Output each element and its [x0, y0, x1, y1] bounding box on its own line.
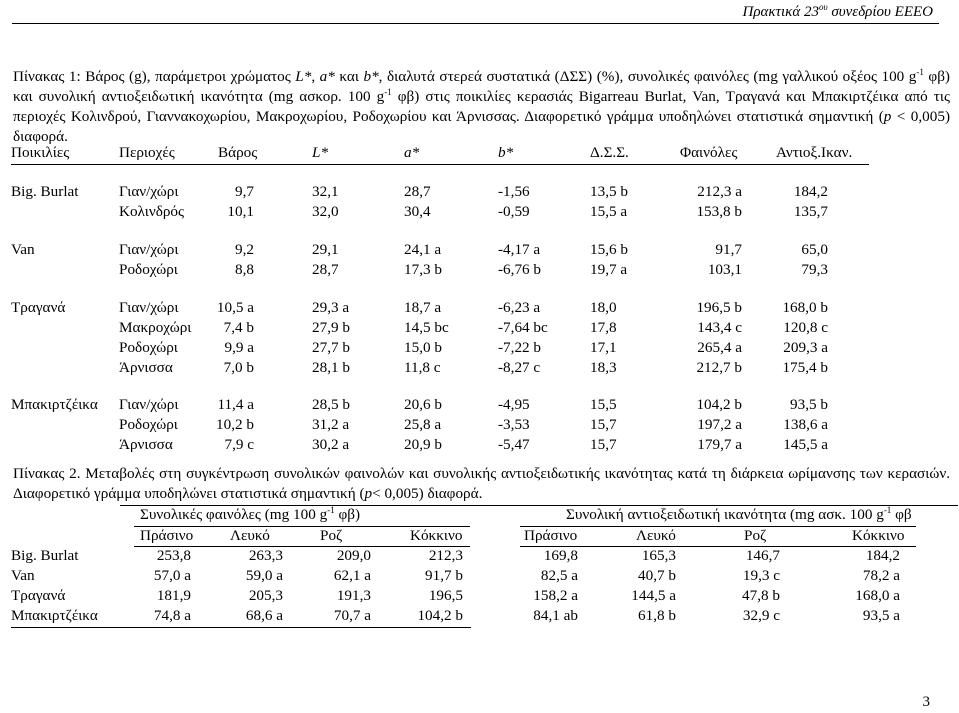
table1-cell: Big. Burlat	[11, 183, 79, 200]
table1-cell: 153,8 b	[696, 203, 742, 220]
table2-cell: 168,0 a	[855, 587, 900, 604]
table1-cell: 13,5 b	[590, 183, 628, 200]
table2-cell: 84,1 ab	[533, 607, 578, 624]
table1-cell: 15,0 b	[404, 339, 442, 356]
table1-cell: 18,7 a	[404, 299, 442, 316]
table1-header-rule	[11, 164, 869, 165]
table1-row	[0, 260, 959, 280]
table2-cell: 144,5 a	[631, 587, 676, 604]
table1-cell: -4,17 a	[498, 241, 541, 258]
table1-cell: 212,7 b	[696, 359, 742, 376]
table1-cell: 168,0 b	[782, 299, 828, 316]
table2-cell: 181,9	[156, 587, 191, 604]
table1-cell: Ροδοχώρι	[119, 416, 178, 433]
table1-cell: 15,7	[590, 416, 617, 433]
table1-cell: 17,8	[590, 319, 617, 336]
table2-group-phenols: Συνολικές φαινόλες (mg 100 $g^{-1}$ φβ)	[140, 504, 361, 523]
table2-cell: 62,1 a	[333, 567, 371, 584]
table1-cell: -4,95	[498, 396, 530, 413]
table1-cell: -8,27 c	[498, 359, 541, 376]
table1-cell: 91,7	[715, 241, 742, 258]
table1-cell: 30,2 a	[312, 436, 350, 453]
table2-cell: 104,2 b	[417, 607, 463, 624]
table2-cell: 165,3	[641, 547, 676, 564]
table2-cell: 78,2 a	[862, 567, 900, 584]
table1-cell: 9,2	[235, 241, 254, 258]
table1-cell: 93,5 b	[790, 396, 828, 413]
table1-cell: 197,2 a	[697, 416, 742, 433]
table1-cell: 103,1	[707, 261, 742, 278]
table1-cell: 27,9 b	[312, 319, 350, 336]
table1-cell: Ροδοχώρι	[119, 339, 178, 356]
table1-cell: 31,2 a	[312, 416, 350, 433]
table2-cell: 196,5	[428, 587, 463, 604]
table1-cell: -6,76 b	[498, 261, 542, 278]
table1-cell: 7,0 b	[223, 359, 254, 376]
table1-cell: 265,4 a	[697, 339, 742, 356]
table1-cell: 28,7	[404, 183, 431, 200]
table1-cell: 29,3 a	[312, 299, 350, 316]
table1-row	[0, 358, 959, 378]
table2-cell: 184,2	[865, 547, 900, 564]
table1-cell: 32,0	[312, 203, 339, 220]
table1-cell: 20,9 b	[404, 436, 442, 453]
table1-cell: 8,8	[235, 261, 254, 278]
table1-header-cell: Περιοχές	[119, 144, 175, 161]
table1-cell: 18,3	[590, 359, 617, 376]
table1-row	[0, 395, 959, 415]
table2-subheader-cell: Πράσινο	[140, 527, 194, 544]
table2-cell: Μπακιρτζέικα	[11, 607, 98, 624]
table1-header-row	[0, 143, 959, 163]
table1-header-cell: b*	[498, 144, 514, 161]
table1-header-cell: Βάρος	[218, 144, 258, 161]
table1-cell: 120,8 c	[783, 319, 828, 336]
table1-cell: 135,7	[793, 203, 828, 220]
table2-cell: Big. Burlat	[11, 547, 79, 564]
table2-cell: 61,8 b	[638, 607, 676, 624]
table1-cell: Μπακιρτζέικα	[11, 396, 98, 413]
table2-cell: 70,7 a	[333, 607, 371, 624]
table2-cell: Van	[11, 567, 35, 584]
table1-cell: 104,2 b	[696, 396, 742, 413]
table1-row	[0, 182, 959, 202]
table2-subheader-cell: Λευκό	[636, 527, 676, 544]
table2-cell: 59,0 a	[245, 567, 283, 584]
table1-cell: 28,1 b	[312, 359, 350, 376]
table1-cell: 24,1 a	[404, 241, 442, 258]
table1-cell: 15,7	[590, 436, 617, 453]
table2-cell: 209,0	[336, 547, 371, 564]
table1-cell: 212,3 a	[697, 183, 742, 200]
table1-cell: 28,5 b	[312, 396, 350, 413]
table1-cell: 9,9 a	[224, 339, 254, 356]
table1-cell: 184,2	[793, 183, 828, 200]
table1-cell: 25,8 a	[404, 416, 442, 433]
table1-cell: 15,6 b	[590, 241, 628, 258]
table2-group-row	[0, 505, 959, 525]
table2-subheader-cell: Κόκκινο	[852, 527, 905, 544]
header-rule	[12, 23, 939, 24]
table1-cell: 65,0	[801, 241, 828, 258]
table2-cell: 212,3	[428, 547, 463, 564]
table1-cell: Ροδοχώρι	[119, 261, 178, 278]
table1-cell: -7,22 b	[498, 339, 542, 356]
table1-cell: 7,9 c	[224, 436, 254, 453]
table2-cell: 57,0 a	[153, 567, 191, 584]
table1-row	[0, 318, 959, 338]
table2-cell: 146,7	[745, 547, 780, 564]
table2-cell: 91,7 b	[425, 567, 463, 584]
table1-caption: Πίνακας 1: Βάρος (g), παράμετροι χρώματος L*, a* και b*, διαλυτά στερεά συστατικά (ΔΣΣ) (%), συνολικές φαινόλες (mg γαλλικού οξέος 100 $g^{-1}$ φβ) και συνολική αντιοξειδωτική ικανότητα (mg ασκορ. 100 $g^{-1}$ φβ) στις ποικιλίες κερασιάς Bigarreau Burlat, Van, Τραγανά και Μπακιρτζέικα από τις περιοχές Κολινδρού, Γιαννακοχωρίου, Μακροχωρίου, Ροδοχωρίου και Άρνισσας. Διαφορετικό γράμμα υποδηλώνει στατιστικά σημαντική (p < 0,005) διαφορά.	[13, 66, 950, 145]
table1-cell: 10,1	[227, 203, 254, 220]
running-header: Πρακτικά $23^{o\upsilon}$ συνεδρίου ΕΕΕΟ	[742, 2, 933, 20]
table1-cell: 10,5 a	[216, 299, 254, 316]
table2-row	[0, 566, 959, 586]
table2-cell: 74,8 a	[153, 607, 191, 624]
table1-cell: 209,3 a	[783, 339, 828, 356]
table2-cell: 40,7 b	[638, 567, 676, 584]
table1-cell: -6,23 a	[498, 299, 541, 316]
table2-cell: 169,8	[543, 547, 578, 564]
table1-header-cell: L*	[312, 144, 329, 161]
table1-cell: 11,4 a	[217, 396, 254, 413]
table2-row	[0, 546, 959, 566]
table1-cell: Άρνισσα	[119, 436, 173, 453]
table1-row	[0, 338, 959, 358]
table1-cell: Μακροχώρι	[119, 319, 192, 336]
table1-cell: -1,56	[498, 183, 530, 200]
table1-cell: 30,4	[404, 203, 431, 220]
table1-cell: 11,8 c	[404, 359, 441, 376]
table2-subheader-cell: Κόκκινο	[410, 527, 463, 544]
table1-cell: 143,4 c	[697, 319, 742, 336]
table1-cell: Γιαν/χώρι	[119, 299, 179, 316]
table1-cell: 138,6 a	[783, 416, 828, 433]
table2-cell: 158,2 a	[533, 587, 578, 604]
table1-row	[0, 240, 959, 260]
table2-subheader-cell: Λευκό	[230, 527, 270, 544]
table1-cell: Γιαν/χώρι	[119, 396, 179, 413]
table1-cell: 15,5 a	[590, 203, 628, 220]
table2-subheader-cell: Ροζ	[320, 527, 343, 544]
table1-cell: 15,5	[590, 396, 617, 413]
table1-cell: Γιαν/χώρι	[119, 241, 179, 258]
table1-row	[0, 202, 959, 222]
table1-cell: 9,7	[235, 183, 254, 200]
table2-cell: 68,6 a	[245, 607, 283, 624]
table1-cell: Τραγανά	[11, 299, 66, 316]
table1-cell: 32,1	[312, 183, 339, 200]
table2-cell: Τραγανά	[11, 587, 66, 604]
table1-cell: 79,3	[801, 261, 828, 278]
table2-cell: 263,3	[248, 547, 283, 564]
table2-cell: 32,9 c	[742, 607, 780, 624]
table1-cell: -7,64 bc	[498, 319, 548, 336]
table2-cell: 205,3	[248, 587, 283, 604]
table2-cell: 47,8 b	[742, 587, 780, 604]
table2-bottom-rule	[11, 627, 471, 628]
table1-row	[0, 435, 959, 455]
table1-cell: 20,6 b	[404, 396, 442, 413]
table1-header-cell: Φαινόλες	[680, 144, 738, 161]
table2-group-antioxidant: Συνολική αντιοξειδωτική ικανότητα (mg ασκ. 100 $g^{-1}$ φβ	[566, 504, 912, 523]
table1-cell: 17,1	[590, 339, 617, 356]
table1-cell: 145,5 a	[783, 436, 828, 453]
table1-cell: Άρνισσα	[119, 359, 173, 376]
table1-row	[0, 298, 959, 318]
table2-caption: Πίνακας 2. Μεταβολές στη συγκέντρωση συνολικών φαινολών και συνολικής αντιοξειδωτικής ικανότητας κατά τη διάρκεια ωρίμανσης των κερασιών. Διαφορετικό γράμμα υποδηλώνει στατιστικά σημαντική (p< 0,005) διαφορά.	[13, 465, 950, 502]
table2-row	[0, 586, 959, 606]
table1-cell: 17,3 b	[404, 261, 442, 278]
page-number: 3	[922, 694, 930, 710]
table2-cell: 253,8	[156, 547, 191, 564]
table1-cell: -3,53	[498, 416, 530, 433]
table2-cell: 191,3	[336, 587, 371, 604]
table1-row	[0, 415, 959, 435]
table1-cell: Van	[11, 241, 35, 258]
table2-subheader-cell: Πράσινο	[524, 527, 578, 544]
table1-cell: 18,0	[590, 299, 617, 316]
table1-cell: -5,47	[498, 436, 530, 453]
table1-cell: 175,4 b	[782, 359, 828, 376]
table1-cell: Γιαν/χώρι	[119, 183, 179, 200]
table2-cell: 19,3 c	[742, 567, 780, 584]
table2-row	[0, 606, 959, 626]
table1-cell: 196,5 b	[696, 299, 742, 316]
table1-cell: 179,7 a	[697, 436, 742, 453]
table1-header-cell: Αντιοξ.Ικαν.	[776, 144, 853, 161]
table2-cell: 93,5 a	[862, 607, 900, 624]
table2-cell: 82,5 a	[540, 567, 578, 584]
table1-cell: 14,5 bc	[404, 319, 449, 336]
table1-cell: 19,7 a	[590, 261, 628, 278]
table1-cell: 10,2 b	[216, 416, 254, 433]
table1-cell: Κολινδρός	[119, 203, 185, 220]
table1-cell: 7,4 b	[223, 319, 254, 336]
table1-cell: 27,7 b	[312, 339, 350, 356]
table1-header-cell: a*	[404, 144, 420, 161]
table1-cell: -0,59	[498, 203, 530, 220]
table1-cell: 28,7	[312, 261, 339, 278]
table1-header-cell: Δ.Σ.Σ.	[590, 144, 629, 161]
table1-cell: 29,1	[312, 241, 339, 258]
table2-subheader-cell: Ροζ	[744, 527, 767, 544]
table1-header-cell: Ποικιλίες	[11, 144, 70, 161]
table2-subheader-row	[0, 526, 959, 546]
